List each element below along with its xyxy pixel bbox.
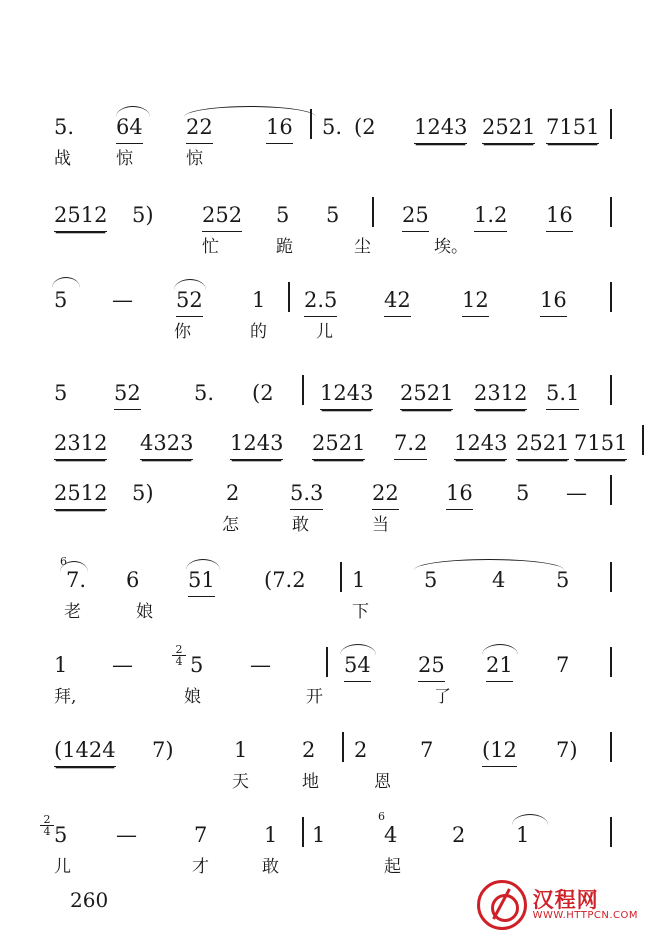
lyric: 儿: [54, 857, 71, 877]
lyric: 敢: [262, 857, 279, 877]
notes-row: [43, 810, 554, 854]
note-cell: (7.2: [264, 568, 306, 592]
music-system-5: [54, 428, 628, 462]
note-cell: 4323: [140, 428, 193, 460]
lyric-row: [54, 146, 554, 176]
barline: [610, 817, 612, 847]
note-cell: 51: [188, 565, 215, 597]
note-cell: 5.1: [546, 378, 579, 410]
note-cell: 1: [54, 653, 68, 677]
note-cell: 64: [116, 112, 143, 144]
note-cell: (1424: [54, 735, 116, 767]
site-url: WWW.HTTPCN.COM: [532, 909, 638, 921]
barline: [610, 375, 612, 405]
grace-note-marker: 6: [378, 810, 385, 823]
note-cell: 25: [418, 650, 445, 682]
lyric-row: [54, 319, 554, 349]
note-cell: 1243: [454, 428, 507, 460]
note-cell: 252: [202, 200, 242, 232]
note-cell: 7: [194, 823, 208, 847]
note-cell: 1.2: [474, 200, 507, 232]
notes-row: [54, 735, 578, 769]
note-cell: 5: [276, 203, 290, 227]
barline: [642, 425, 644, 455]
site-logo-icon: [477, 880, 527, 930]
page-number: 260: [70, 888, 109, 912]
music-system-10: [43, 810, 554, 884]
barline: [610, 562, 612, 592]
note-cell: 16: [546, 200, 573, 232]
barline: [288, 282, 290, 312]
note-cell: 2: [226, 481, 240, 505]
lyric: 娘: [136, 602, 153, 622]
time-signature: $\frac{2}{4}$: [40, 814, 54, 837]
barline: [610, 109, 612, 139]
note-cell: 2521: [516, 428, 569, 460]
note-cell: 2.5: [304, 285, 337, 317]
note-cell: 2512: [54, 478, 107, 510]
lyric: 忙: [202, 237, 219, 257]
lyric: 了: [434, 687, 451, 707]
barline: [610, 475, 612, 505]
note-cell: 5: [54, 288, 68, 312]
note-cell: 1243: [320, 378, 373, 410]
lyric: 起: [384, 857, 401, 877]
note-cell: 1: [252, 288, 266, 312]
music-system-2: [54, 200, 573, 264]
note-cell: 22: [372, 478, 399, 510]
lyric-row: [54, 684, 554, 714]
note-cell: 1: [264, 823, 278, 847]
note-cell: 1243: [230, 428, 283, 460]
note-cell: 5: [54, 823, 68, 847]
note-cell: 2521: [400, 378, 453, 410]
barline: [342, 732, 344, 762]
note-cell: 42: [384, 285, 411, 317]
watermark-text: [532, 886, 638, 922]
note-cell: 5): [132, 481, 154, 505]
note-cell: 5: [326, 203, 340, 227]
lyric: 尘: [354, 237, 371, 257]
lyric-row: [54, 512, 554, 542]
note-cell: 2512: [54, 200, 107, 232]
note-cell: (2: [252, 381, 274, 405]
note-cell: 2312: [474, 378, 527, 410]
note-cell: (2: [354, 115, 376, 139]
barline: [372, 197, 374, 227]
site-name: 汉程网: [532, 886, 599, 912]
note-cell: 7: [420, 738, 434, 762]
note-cell: 7.2: [394, 428, 427, 460]
lyric: 儿: [316, 322, 333, 342]
lyric: 战: [54, 149, 71, 169]
note-cell: 2521: [312, 428, 365, 460]
note-cell: (12: [482, 735, 517, 767]
lyric: 你: [174, 322, 191, 342]
note-cell: 1243: [414, 112, 467, 144]
lyric: 敢: [292, 515, 309, 535]
barline: [610, 732, 612, 762]
note-cell: 16: [446, 478, 473, 510]
notes-row: [54, 112, 600, 146]
note-cell: 16: [540, 285, 567, 317]
lyric: 拜,: [54, 687, 77, 707]
note-cell: 4: [492, 568, 506, 592]
notes-row: [54, 285, 567, 319]
lyric: 的: [250, 322, 267, 342]
watermark: [477, 880, 638, 930]
lyric: 当: [372, 515, 389, 535]
note-cell: 5: [424, 568, 438, 592]
barline: [610, 197, 612, 227]
lyric: 跪: [276, 237, 293, 257]
note-cell: 7151: [574, 428, 627, 460]
notes-row: [54, 478, 587, 512]
note-cell: 2: [452, 823, 466, 847]
music-system-7: [54, 555, 570, 629]
music-system-4: [54, 378, 580, 412]
lyric: 恩: [374, 772, 391, 792]
music-system-3: [54, 285, 567, 349]
lyric: 娘: [184, 687, 201, 707]
note-cell: —: [566, 481, 587, 505]
lyric: 老: [64, 602, 81, 622]
notes-row: [54, 378, 580, 412]
music-system-8: [54, 643, 570, 714]
note-cell: 1: [312, 823, 326, 847]
note-cell: 5: [516, 481, 530, 505]
music-system-1: [54, 112, 600, 176]
lyric: 怎: [222, 515, 239, 535]
music-system-9: [54, 735, 578, 799]
note-cell: 5.3: [290, 478, 323, 510]
note-cell: 2312: [54, 428, 107, 460]
lyric: 地: [302, 772, 319, 792]
barline: [610, 647, 612, 677]
lyric: 才: [192, 857, 209, 877]
barline: [310, 109, 312, 139]
note-cell: 22: [186, 112, 213, 144]
lyric: 天: [232, 772, 249, 792]
note-cell: 5.: [194, 381, 215, 405]
note-cell: 7151: [546, 112, 599, 144]
lyric: 惊: [116, 149, 133, 169]
note-cell: 5: [556, 568, 570, 592]
note-cell: 2: [302, 738, 316, 762]
barline: [340, 562, 342, 592]
note-cell: 5): [132, 203, 154, 227]
lyric: 惊: [186, 149, 203, 169]
barline: [302, 817, 304, 847]
time-signature: $\frac{2}{4}$: [172, 644, 186, 667]
grace-note-marker: 6: [60, 555, 67, 568]
barline: [326, 647, 328, 677]
note-cell: 5.: [54, 115, 75, 139]
music-system-6: [54, 478, 587, 542]
note-cell: 16: [266, 112, 293, 144]
lyric-row: [54, 599, 554, 629]
note-cell: 4: [384, 823, 398, 847]
notes-row: [54, 643, 570, 684]
note-cell: 54: [344, 650, 371, 682]
note-cell: 52: [114, 378, 141, 410]
notes-row: [54, 555, 570, 599]
note-cell: —: [112, 288, 133, 312]
note-cell: 2521: [482, 112, 535, 144]
note-cell: 1: [352, 568, 366, 592]
notes-row: [54, 428, 628, 462]
notes-row: [54, 200, 573, 234]
lyric-row: [54, 769, 554, 799]
barline: [610, 282, 612, 312]
note-cell: 2: [354, 738, 368, 762]
note-cell: 5.: [322, 115, 343, 139]
note-cell: 7): [556, 738, 578, 762]
note-cell: —: [112, 653, 133, 677]
note-cell: 5: [54, 381, 68, 405]
lyric-row: [54, 234, 554, 264]
note-cell: 1: [516, 823, 530, 847]
note-cell: 6: [126, 568, 140, 592]
note-cell: 52: [176, 285, 203, 317]
lyric: 下: [352, 602, 369, 622]
note-cell: 25: [402, 200, 429, 232]
note-cell: 7.: [66, 568, 87, 592]
note-cell: 1: [234, 738, 248, 762]
note-cell: —: [116, 823, 137, 847]
note-cell: 12: [462, 285, 489, 317]
note-cell: 7): [152, 738, 174, 762]
note-cell: 21: [486, 650, 513, 682]
lyric: 开: [306, 687, 323, 707]
barline: [302, 375, 304, 405]
lyric: 埃。: [434, 237, 468, 257]
note-cell: 5: [190, 653, 204, 677]
note-cell: 7: [556, 653, 570, 677]
note-cell: —: [250, 653, 271, 677]
